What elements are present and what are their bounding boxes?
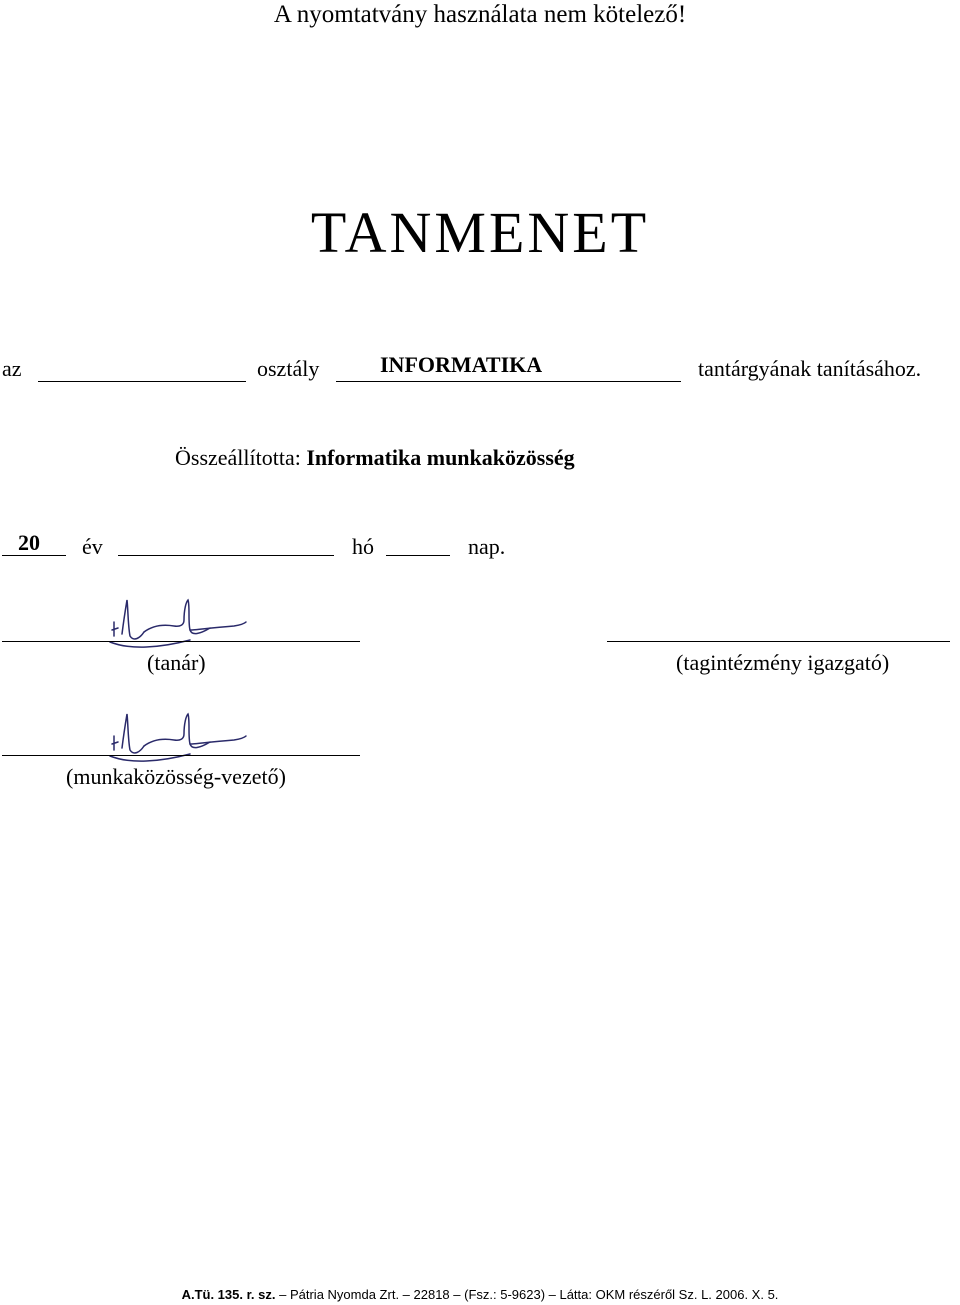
teacher-label: (tanár)	[147, 650, 206, 675]
document-title: TANMENET	[310, 200, 650, 265]
subject-prefix: az	[2, 356, 22, 381]
class-label: osztály	[257, 356, 320, 381]
year-value: 20	[18, 530, 40, 555]
compiled-by-label: Összeállította:	[175, 445, 301, 470]
usage-notice: A nyomtatvány használata nem kötelező!	[273, 1, 687, 28]
head-label: (munkaközösség-vezető)	[66, 764, 286, 789]
printer-info: – Pátria Nyomda Zrt. – 22818 – (Fsz.: 5-9623) – Látta: OKM részéről Sz. L. 2006. X. 5.	[279, 1287, 779, 1302]
day-label: nap.	[468, 534, 506, 559]
subject-blank-line	[336, 381, 681, 382]
subject-suffix: tantárgyának tanításához.	[698, 356, 922, 381]
month-label: hó	[352, 534, 374, 559]
form-code: A.Tü. 135. r. sz.	[181, 1287, 276, 1302]
teacher-signature-image	[100, 596, 250, 656]
director-label: (tagintézmény igazgató)	[676, 650, 890, 675]
year-label: év	[82, 534, 103, 559]
director-signature-line	[607, 641, 950, 642]
compiled-by-value: Informatika munkaközösség	[306, 445, 575, 470]
head-signature-image	[100, 710, 250, 770]
day-blank-line	[386, 555, 450, 556]
subject-value: INFORMATIKA	[380, 352, 543, 377]
head-signature-line	[2, 755, 360, 756]
class-blank-line	[38, 381, 246, 382]
compiled-by	[175, 445, 575, 471]
teacher-signature-line	[2, 641, 360, 642]
form-footer	[0, 1287, 960, 1303]
month-blank-line	[118, 555, 334, 556]
